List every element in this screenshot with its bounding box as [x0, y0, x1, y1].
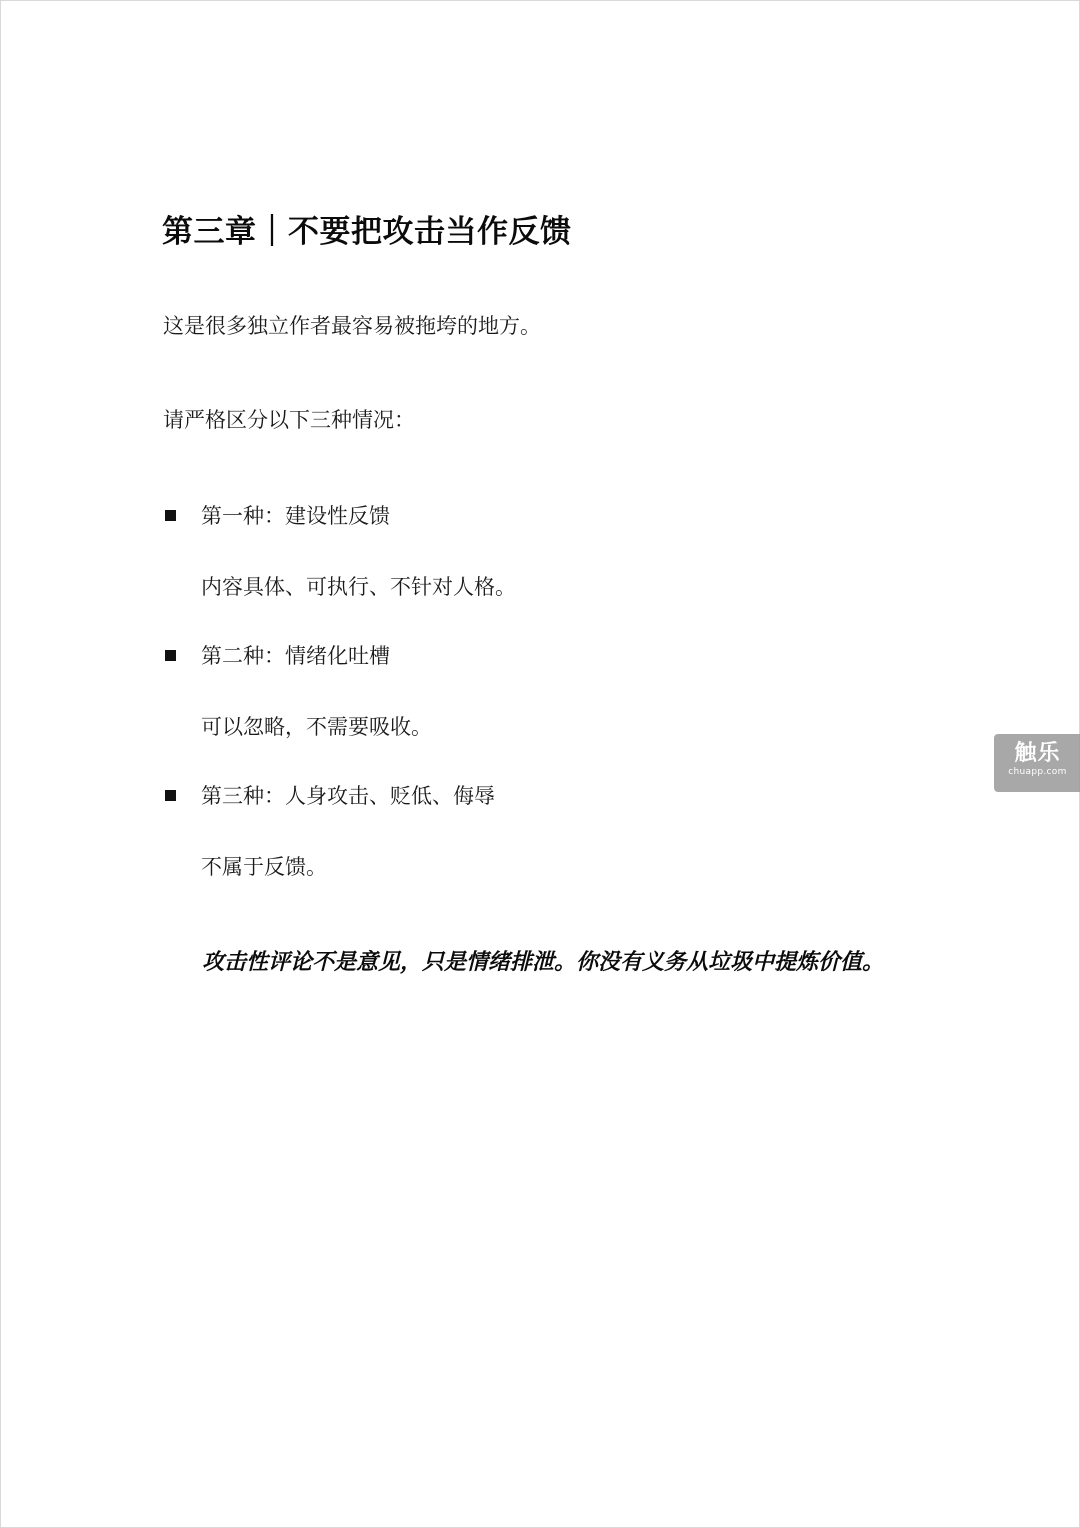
watermark-main: 触乐 — [1014, 741, 1061, 766]
case-item-3 — [165, 780, 495, 810]
case-item-1 — [165, 500, 390, 530]
watermark-sub: chuapp.com — [1008, 767, 1067, 777]
bullet-square-icon — [165, 650, 176, 661]
watermark-logo — [994, 734, 1080, 792]
case-detail: 可以忽略，不需要吸收。 — [201, 715, 432, 739]
chapter-title: 第三章｜不要把攻击当作反馈 — [162, 214, 572, 250]
case-detail: 不属于反馈。 — [201, 855, 327, 879]
case-label: 第三种：人身攻击、贬低、侮辱 — [201, 784, 495, 808]
case-item-2 — [165, 640, 390, 670]
intro-paragraph: 这是很多独立作者最容易被拖垮的地方。 — [163, 314, 541, 338]
case-label: 第一种：建设性反馈 — [201, 504, 390, 528]
case-detail: 内容具体、可执行、不针对人格。 — [201, 575, 516, 599]
bullet-square-icon — [165, 510, 176, 521]
conclusion-statement: 攻击性评论不是意见，只是情绪排泄。你没有义务从垃圾中提炼价值。 — [202, 950, 885, 975]
case-label: 第二种：情绪化吐槽 — [201, 644, 390, 668]
prompt-paragraph: 请严格区分以下三种情况： — [163, 408, 415, 432]
bullet-square-icon — [165, 790, 176, 801]
